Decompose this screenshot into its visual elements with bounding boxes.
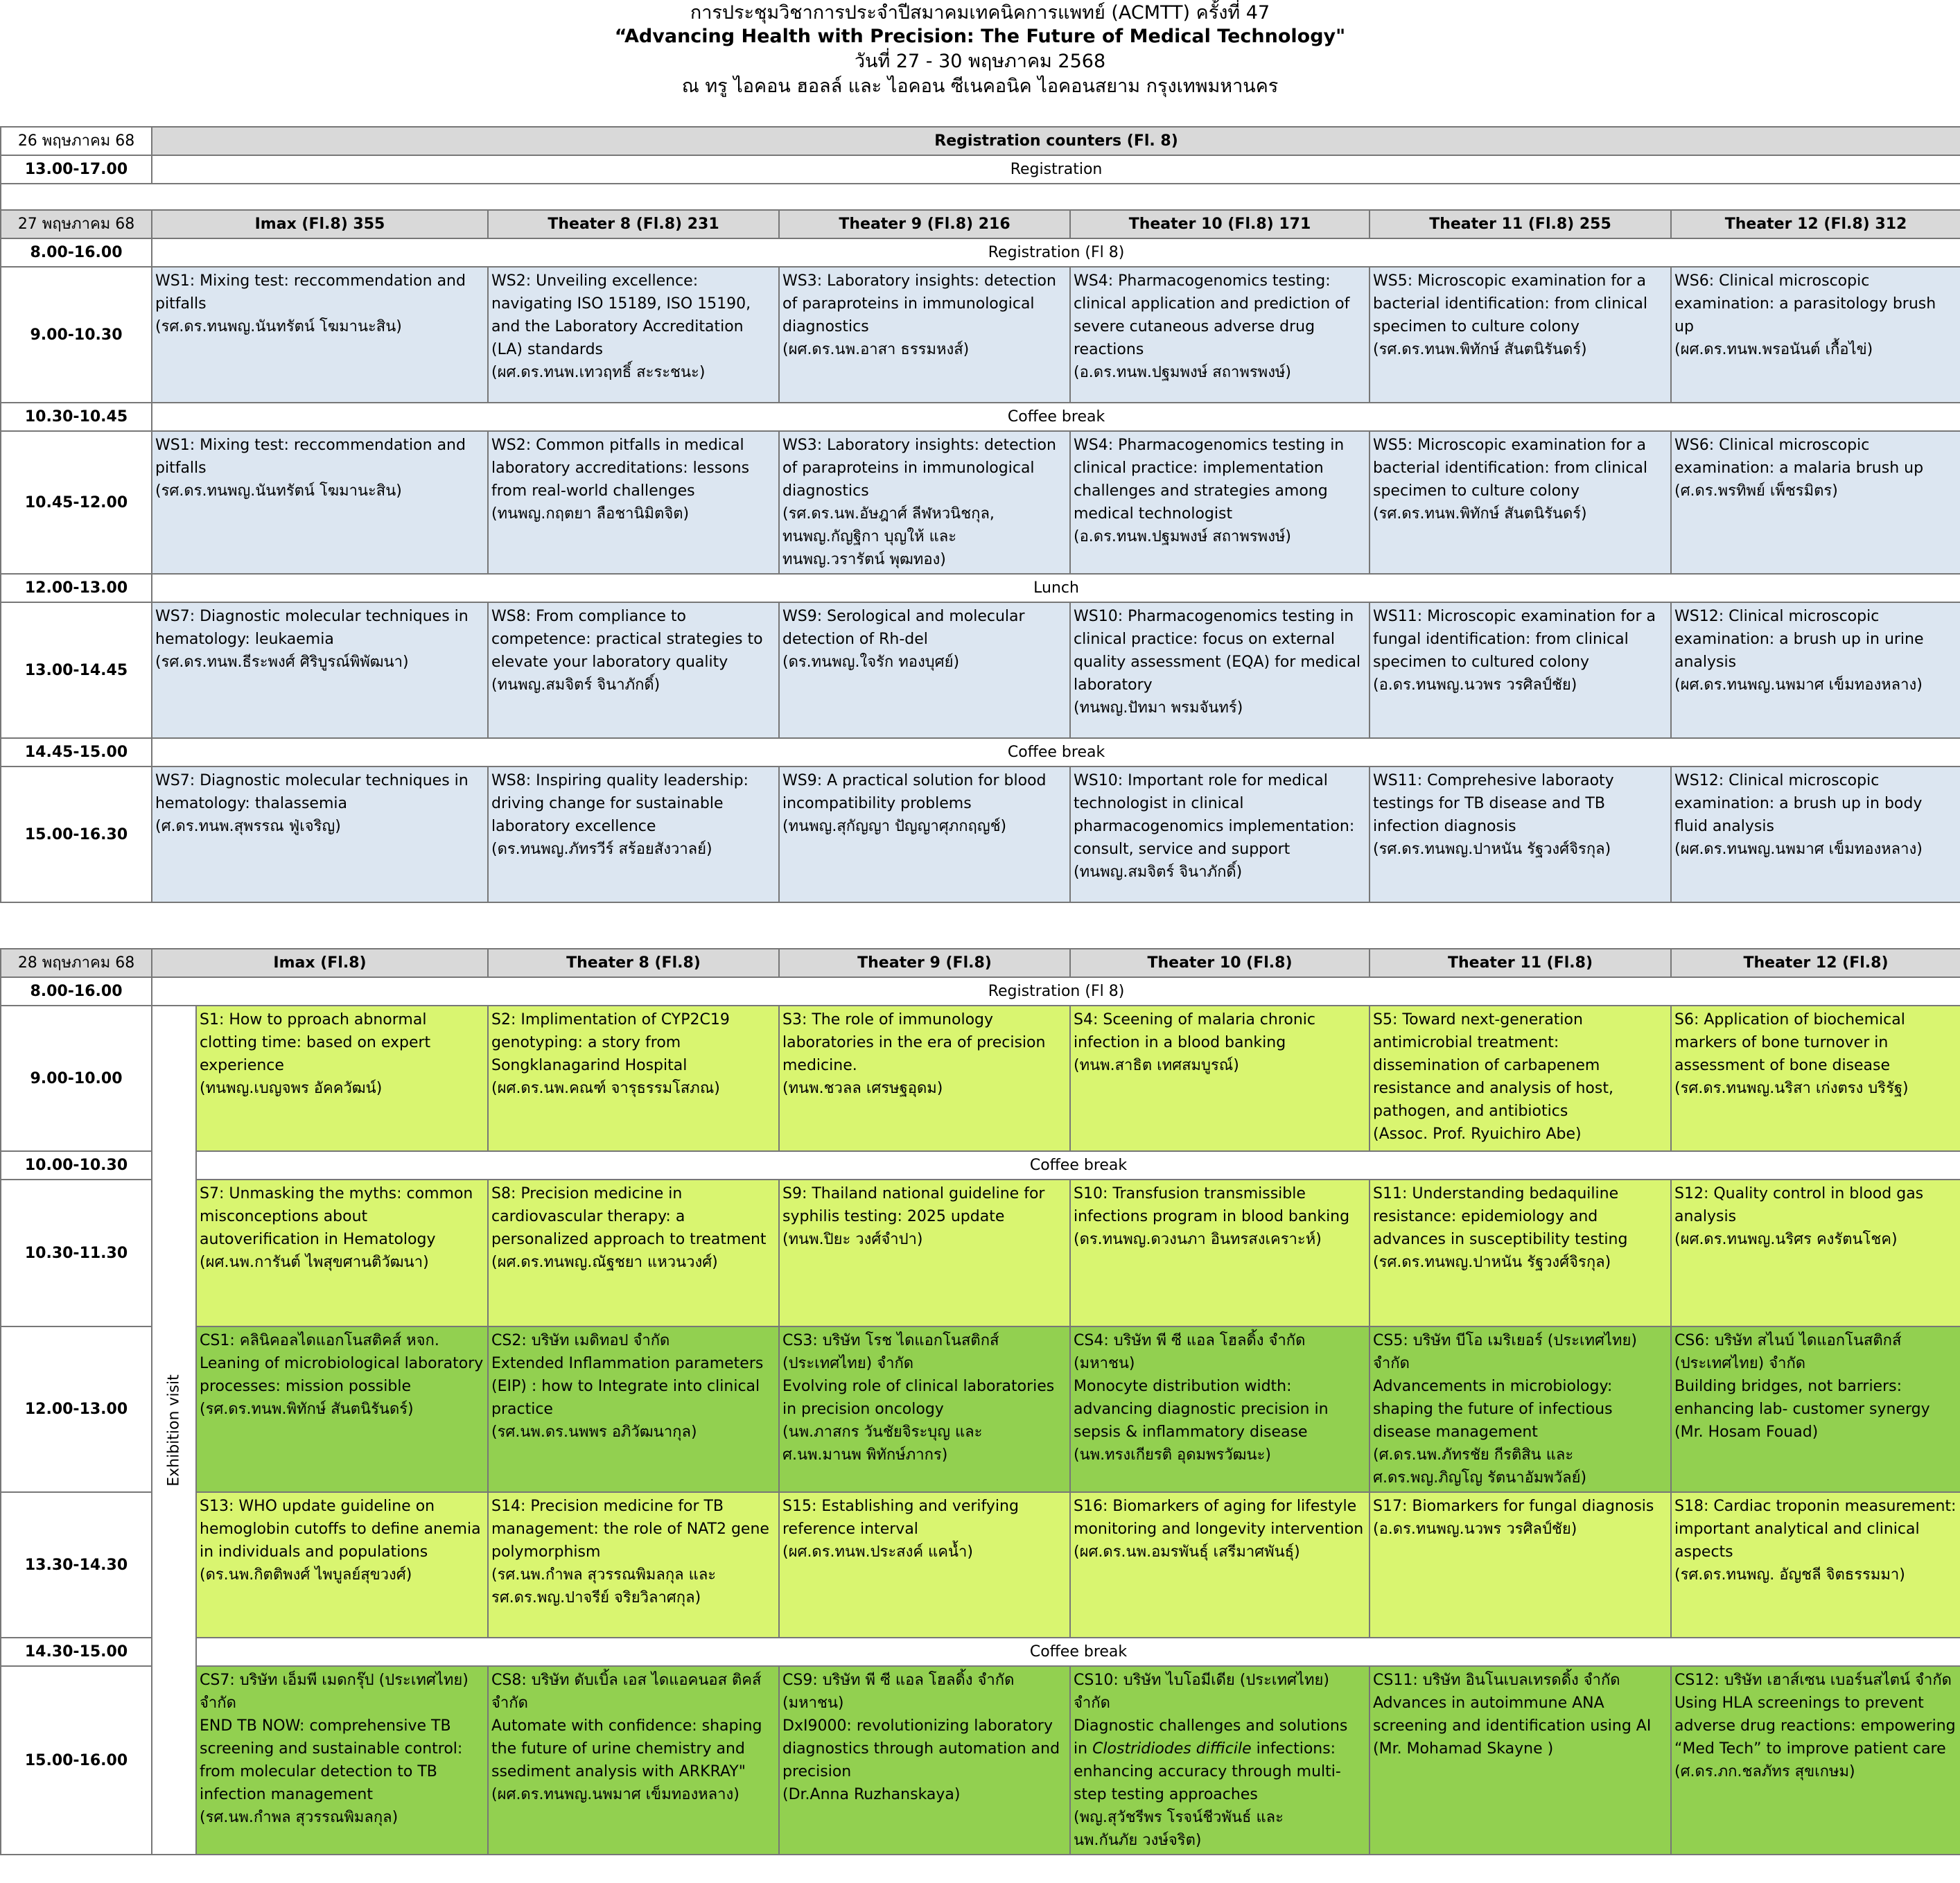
session-text: CS8: บริษัท ดับเบิ้ล เอส ไดแอคนอส ติคส์ จำกัด Automate with confidence: shaping the future of urine chemistry and ssediment analysis with ARKRAY" (ผศ.ดร.ทนพญ.นพมาศ เข็มทองหลาง)	[491, 1672, 762, 1803]
time-cell: 12.00-13.00	[1, 1326, 152, 1492]
time-cell: 9.00-10.00	[1, 1006, 152, 1151]
session-s13	[196, 1492, 488, 1638]
session-text: WS11: Comprehesive laboraoty testings for TB disease and TB infection diagnosis (รศ.ดร.ทนพญ.ปาหนัน รัฐวงศ์จิรกุล)	[1373, 772, 1614, 858]
session-cs3	[779, 1326, 1070, 1492]
header-line-4: ณ ทรู ไอคอน ฮอลล์ และ ไอคอน ซีเนคอนิค ไอคอนสยาม กรุงเทพมหานคร	[681, 76, 1279, 97]
venue-theater-11: Theater 11 (Fl.8)	[1370, 949, 1671, 977]
exhibition-visit-label: Exhibition visit	[165, 1374, 183, 1487]
day27-lunch	[1, 574, 1960, 602]
registration-text: Registration	[152, 155, 1960, 184]
break-text: Coffee break	[196, 1151, 1960, 1180]
session-s8	[488, 1180, 779, 1326]
lunch-text: Lunch	[152, 574, 1960, 602]
session-ws11-a	[1370, 602, 1671, 738]
session-cs4	[1070, 1326, 1370, 1492]
session-s6	[1671, 1006, 1960, 1151]
day27-slot-2	[1, 431, 1960, 574]
session-text: S6: Application of biochemical markers of bone turnover in assessment of bone disease (รศ.ดร.ทนพญ.นริสา เก่งตรง บริรัฐ)	[1674, 1011, 1909, 1097]
session-text: S5: Toward next-generation antimicrobial treatment: dissemination of carbapenem resistance and analysis of host, pathogen, and antibiotics (Assoc. Prof. Ryuichiro Abe)	[1373, 1011, 1613, 1143]
session-ws2-b	[488, 431, 779, 574]
session-title	[1074, 1715, 1366, 1806]
session-cs9	[779, 1666, 1070, 1855]
venue-imax: Imax (Fl.8)	[152, 949, 488, 977]
time-cell: 10.30-11.30	[1, 1180, 152, 1326]
session-ws10-a	[1070, 602, 1370, 738]
session-text: WS11: Microscopic examination for a fungal identification: from clinical specimen to cultured colony (อ.ดร.ทนพญ.นวพร วรศิลป์ชัย)	[1373, 608, 1656, 694]
session-text: WS5: Microscopic examination for a bacterial identification: from clinical specimen to culture colony (รศ.ดร.ทนพ.พิทักษ์ สันตนิรันดร์)	[1373, 437, 1647, 523]
day27-break-2	[1, 738, 1960, 767]
session-title-italic: Clostridiodes difficile	[1092, 1740, 1252, 1758]
session-text: S18: Cardiac troponin measurement: important analytical and clinical aspects (รศ.ดร.ทนพญ. อัญชลี จิตธรรมมา)	[1674, 1498, 1957, 1584]
day28-venue-row	[1, 949, 1960, 977]
session-ws2-a	[488, 267, 779, 403]
time-cell: 10.00-10.30	[1, 1151, 152, 1180]
break-text: Coffee break	[196, 1638, 1960, 1666]
session-text: WS4: Pharmacogenomics testing: clinical application and prediction of severe cutaneous adverse drug reactions (อ.ดร.ทนพ.ปฐมพงษ์ สถาพรพงษ์)	[1074, 272, 1350, 381]
session-title-pre: Diagnostic challenges and solutions in	[1074, 1717, 1348, 1758]
session-ws12-a	[1671, 602, 1960, 738]
session-text: S10: Transfusion transmissible infections program in blood banking (ดร.ทนพญ.ดวงนภา อินทรสงเคราะห์)	[1074, 1185, 1350, 1248]
session-company: CS10: บริษัท ไบโอมีเดีย (ประเทศไทย) จำกัด	[1074, 1672, 1329, 1712]
time-cell: 12.00-13.00	[1, 574, 152, 602]
session-ws8-a	[488, 602, 779, 738]
venue-theater-9: Theater 9 (Fl.8) 216	[779, 210, 1070, 238]
session-text: S16: Biomarkers of aging for lifestyle monitoring and longevity intervention (ผศ.ดร.นพ.อมรพันธุ์ เสรีมาศพันธุ์)	[1074, 1498, 1364, 1561]
session-s5	[1370, 1006, 1671, 1151]
time-cell: 14.45-15.00	[1, 738, 152, 767]
session-ws6-a	[1671, 267, 1960, 403]
session-s2	[488, 1006, 779, 1151]
session-cs10	[1070, 1666, 1370, 1855]
session-text: CS1: คลินิคอลไดแอกโนสติคส์ หจก. Leaning of microbiological laboratory processes: mission possible (รศ.ดร.ทนพ.พิทักษ์ สันตนิรันดร์)	[200, 1332, 484, 1418]
session-ws3-b	[779, 431, 1070, 574]
session-text: CS9: บริษัท พี ซี แอล โฮลดิ้ง จำกัด (มหาชน) DxI9000: revolutionizing laboratory diagnostics through automation and precision (Dr.Anna Ruzhanskaya)	[782, 1672, 1060, 1803]
session-text: WS6: Clinical microscopic examination: a parasitology brush up (ผศ.ดร.ทนพ.พรอนันต์ เกื้อไข่)	[1674, 272, 1936, 358]
session-text: CS11: บริษัท อินโนเบลเทรดดิ้ง จำกัด Advances in autoimmune ANA screening and identification using AI (Mr. Mohamad Skayne )	[1373, 1672, 1652, 1758]
break-text: Coffee break	[152, 403, 1960, 431]
day28-registration-row	[1, 977, 1960, 1006]
session-text: WS9: A practical solution for blood incompatibility problems (ทนพญ.สุกัญญา ปัญญาศุภกฤญช์)	[782, 772, 1047, 835]
session-ws9-a	[779, 602, 1070, 738]
session-text: WS1: Mixing test: reccommendation and pitfalls (รศ.ดร.ทนพญ.นันทรัตน์ โฆมานะสิน)	[155, 437, 466, 500]
session-ws4-b	[1070, 431, 1370, 574]
session-s14	[488, 1492, 779, 1638]
day28-date: 28 พฤษภาคม 68	[1, 949, 152, 977]
spacer-cell	[1, 184, 1960, 210]
session-ws12-b	[1671, 767, 1960, 902]
day27-break-1	[1, 403, 1960, 431]
session-text: S9: Thailand national guideline for syphilis testing: 2025 update (ทนพ.ปิยะ วงศ์จำปา)	[782, 1185, 1045, 1248]
session-text: S12: Quality control in blood gas analysis (ผศ.ดร.ทนพญ.นริศร คงรัตนโชค)	[1674, 1185, 1924, 1248]
session-ws5-b	[1370, 431, 1671, 574]
session-s12	[1671, 1180, 1960, 1326]
time-cell: 13.00-14.45	[1, 602, 152, 738]
time-cell: 13.00-17.00	[1, 155, 152, 184]
session-text: CS2: บริษัท เมดิทอป จำกัด Extended Inflammation parameters (EIP) : how to Integrate into clinical practice (รศ.นพ.ดร.นพพร อภิวัฒนากุล)	[491, 1332, 764, 1441]
session-text: CS5: บริษัท บีโอ เมริเยอร์ (ประเทศไทย) จำกัด Advancements in microbiology: shaping the future of infectious disease management (ศ.ดร.นพ.ภัทรชัย กีรติสิน และ ศ.ดร.พญ.ภิญโญ รัตนาอัมพวัลย์)	[1373, 1332, 1637, 1487]
session-text: S8: Precision medicine in cardiovascular therapy: a personalized approach to treatment (ผศ.ดร.ทนพญ.ณัฐชยา แหวนวงศ์)	[491, 1185, 767, 1271]
session-ws8-b	[488, 767, 779, 902]
session-text: CS6: บริษัท สไนบ์ ไดแอกโนสติกส์ (ประเทศไทย) จำกัด Building bridges, not barriers: enhancing lab- customer synergy (Mr. Hosam Fouad)	[1674, 1332, 1930, 1441]
session-s15	[779, 1492, 1070, 1638]
day27-slot-1	[1, 267, 1960, 403]
venue-theater-8: Theater 8 (Fl.8)	[488, 949, 779, 977]
venue-theater-12: Theater 12 (Fl.8)	[1671, 949, 1960, 977]
session-text: WS12: Clinical microscopic examination: a brush up in body fluid analysis (ผศ.ดร.ทนพญ.นพมาศ เข็มทองหลาง)	[1674, 772, 1923, 858]
session-text: S2: Implimentation of CYP2C19 genotyping: a story from Songklanagarind Hospital (ผศ.ดร.นพ.คณฑ์ จารุธรรมโสภณ)	[491, 1011, 730, 1097]
venue-imax: Imax (Fl.8) 355	[152, 210, 488, 238]
session-s1	[196, 1006, 488, 1151]
exhibition-visit-column	[152, 1006, 196, 1855]
session-cs6	[1671, 1326, 1960, 1492]
session-ws6-b	[1671, 431, 1960, 574]
session-text: WS4: Pharmacogenomics testing in clinical practice: implementation challenges and strategies among medical technologist (อ.ดร.ทนพ.ปฐมพงษ์ สถาพรพงษ์)	[1074, 437, 1345, 545]
day27-registration-row	[1, 238, 1960, 267]
time-cell: 9.00-10.30	[1, 267, 152, 403]
session-speaker: (พญ.สุวัชรีพร โรจน์ชีวพันธ์ และ นพ.กันภัย วงษ์จริต)	[1074, 1809, 1284, 1849]
session-title-post: infections: enhancing accuracy through multi-step testing approaches	[1074, 1740, 1341, 1803]
day28-break-2	[1, 1638, 1960, 1666]
session-ws7-a	[152, 602, 488, 738]
time-cell: 8.00-16.00	[1, 238, 152, 267]
session-text: WS10: Pharmacogenomics testing in clinical practice: focus on external quality assessment (EQA) for medical laboratory (ทนพญ.ปัทมา พรมจันทร์)	[1074, 608, 1361, 717]
time-cell: 10.30-10.45	[1, 403, 152, 431]
session-text: S17: Biomarkers for fungal diagnosis (อ.ดร.ทนพญ.นวพร วรศิลป์ชัย)	[1373, 1498, 1654, 1538]
session-text: WS6: Clinical microscopic examination: a malaria brush up (ศ.ดร.พรทิพย์ เพ็ชรมิตร)	[1674, 437, 1924, 500]
registration-text: Registration (Fl 8)	[152, 238, 1960, 267]
day27-slot-4	[1, 767, 1960, 902]
session-ws1-a	[152, 267, 488, 403]
session-text: WS2: Unveiling excellence: navigating ISO 15189, ISO 15190, and the Laboratory Accreditation (LA) standards (ผศ.ดร.ทนพ.เทวฤทธิ์ สะระชนะ)	[491, 272, 751, 381]
day28-break-1	[1, 1151, 1960, 1180]
session-text: WS3: Laboratory insights: detection of paraproteins in immunological diagnostics (ผศ.ดร.นพ.อาสา ธรรมหงส์)	[782, 272, 1056, 358]
schedule-table-day28	[0, 948, 1960, 1855]
session-cs7	[196, 1666, 488, 1855]
day26-header-row	[1, 127, 1960, 155]
header-line-3: วันที่ 27 - 30 พฤษภาคม 2568	[854, 51, 1106, 72]
day27-venue-row	[1, 210, 1960, 238]
session-text: S7: Unmasking the myths: common misconceptions about autoverification in Hematology (ผศ.นพ.การันต์ ไพสุขศานติวัฒนา)	[200, 1185, 473, 1271]
venue-theater-10: Theater 10 (Fl.8) 171	[1070, 210, 1370, 238]
day26-registration-row	[1, 155, 1960, 184]
session-cs8	[488, 1666, 779, 1855]
session-s11	[1370, 1180, 1671, 1326]
session-text: WS10: Important role for medical technologist in clinical pharmacogenomics implementation: consult, service and support (ทนพญ.สมจิตร์ จินาภักดิ์)	[1074, 772, 1355, 881]
day28-slot-4	[1, 1492, 1960, 1638]
time-cell: 14.30-15.00	[1, 1638, 152, 1666]
session-text: CS12: บริษัท เฮาส์เซน เบอร์นสไตน์ จำกัด Using HLA screenings to prevent adverse drug reactions: empowering “Med Tech” to improve patient care (ศ.ดร.ภก.ชลภัทร สุขเกษม)	[1674, 1672, 1956, 1780]
time-cell: 15.00-16.30	[1, 767, 152, 902]
session-s3	[779, 1006, 1070, 1151]
session-cs2	[488, 1326, 779, 1492]
session-ws4-a	[1070, 267, 1370, 403]
venue-theater-11: Theater 11 (Fl.8) 255	[1370, 210, 1671, 238]
break-text: Coffee break	[152, 738, 1960, 767]
session-text: S14: Precision medicine for TB management: the role of NAT2 gene polymorphism (รศ.นพ.กำพล สุวรรณพิมลกุล และ รศ.ดร.พญ.ปาจรีย์ จริยวิลาศกุล)	[491, 1498, 769, 1606]
session-s7	[196, 1180, 488, 1326]
session-ws3-a	[779, 267, 1070, 403]
session-text: WS12: Clinical microscopic examination: a brush up in urine analysis (ผศ.ดร.ทนพญ.นพมาศ เข็มทองหลาง)	[1674, 608, 1924, 694]
session-ws1-b	[152, 431, 488, 574]
session-text: CS3: บริษัท โรช ไดแอกโนสติกส์ (ประเทศไทย) จำกัด Evolving role of clinical laboratories in precision oncology (นพ.ภาสกร วันชัยจิระบุญ และ ศ.นพ.มานพ พิทักษ์ภากร)	[782, 1332, 1055, 1464]
session-cs1	[196, 1326, 488, 1492]
session-s17	[1370, 1492, 1671, 1638]
session-ws5-a	[1370, 267, 1671, 403]
session-text: WS3: Laboratory insights: detection of paraproteins in immunological diagnostics (รศ.ดร.นพ.อัษฎาศ์ ลีฬหวนิชกุล, ทนพญ.กัญฐิกา บุญให้ และ ทนพญ.วรารัตน์ พุฒทอง)	[782, 437, 1056, 568]
registration-text: Registration (Fl 8)	[152, 977, 1960, 1006]
header-line-1: การประชุมวิชาการประจำปีสมาคมเทคนิคการแพทย์ (ACMTT) ครั้งที่ 47	[690, 2, 1270, 24]
session-text: WS5: Microscopic examination for a bacterial identification: from clinical specimen to culture colony (รศ.ดร.ทนพ.พิทักษ์ สันตนิรันดร์)	[1373, 272, 1647, 358]
session-text: S4: Sceening of malaria chronic infection in a blood banking (ทนพ.สาธิต เทศสมบูรณ์)	[1074, 1011, 1316, 1074]
venue-theater-8: Theater 8 (Fl.8) 231	[488, 210, 779, 238]
session-text: WS9: Serological and molecular detection of Rh-del (ดร.ทนพญ.ใจรัก ทองบุศย์)	[782, 608, 1025, 671]
venue-theater-10: Theater 10 (Fl.8)	[1070, 949, 1370, 977]
session-text: WS7: Diagnostic molecular techniques in hematology: leukaemia (รศ.ดร.ทนพ.ธีระพงศ์ ศิริบูรณ์พิพัฒนา)	[155, 608, 469, 671]
session-s16	[1070, 1492, 1370, 1638]
time-cell: 15.00-16.00	[1, 1666, 152, 1855]
day28-slot-3	[1, 1326, 1960, 1492]
session-s18	[1671, 1492, 1960, 1638]
session-text: S1: How to pproach abnormal clotting time: based on expert experience (ทนพญ.เบญจพร อัคควัฒน์)	[200, 1011, 431, 1097]
session-text: WS1: Mixing test: reccommendation and pitfalls (รศ.ดร.ทนพญ.นันทรัตน์ โฆมานะสิน)	[155, 272, 466, 335]
day28-slot-5	[1, 1666, 1960, 1855]
session-text: WS8: From compliance to competence: practical strategies to elevate your laboratory quality (ทนพญ.สมจิตร์ จินาภักดิ์)	[491, 608, 763, 694]
time-cell: 8.00-16.00	[1, 977, 152, 1006]
venue-theater-9: Theater 9 (Fl.8)	[779, 949, 1070, 977]
session-s10	[1070, 1180, 1370, 1326]
venue-theater-12: Theater 12 (Fl.8) 312	[1671, 210, 1960, 238]
day28-slot-1	[1, 1006, 1960, 1151]
session-ws7-b	[152, 767, 488, 902]
spacer-row	[1, 184, 1960, 210]
day27-date: 27 พฤษภาคม 68	[1, 210, 152, 238]
session-s9	[779, 1180, 1070, 1326]
session-text: WS7: Diagnostic molecular techniques in hematology: thalassemia (ศ.ดร.ทนพ.สุพรรณ ฟู่เจริญ)	[155, 772, 469, 835]
session-text: S13: WHO update guideline on hemoglobin cutoffs to define anemia in individuals and populations (ดร.นพ.กิตติพงศ์ ไพบูลย์สุขวงศ์)	[200, 1498, 481, 1584]
session-cs5	[1370, 1326, 1671, 1492]
session-text: S11: Understanding bedaquiline resistance: epidemiology and advances in susceptibility testing (รศ.ดร.ทนพญ.ปาหนัน รัฐวงศ์จิรกุล)	[1373, 1185, 1628, 1271]
session-text: S3: The role of immunology laboratories in the era of precision medicine. (ทนพ.ชวลล เศรษฐอุดม)	[782, 1011, 1046, 1097]
session-text: S15: Establishing and verifying reference interval (ผศ.ดร.ทนพ.ประสงค์ แคน้ำ)	[782, 1498, 1019, 1561]
session-ws11-b	[1370, 767, 1671, 902]
day26-banner: Registration counters (Fl. 8)	[152, 127, 1960, 155]
session-ws9-b	[779, 767, 1070, 902]
session-text: WS8: Inspiring quality leadership: driving change for sustainable laboratory excellence (ดร.ทนพญ.ภัทรวีร์ สร้อยสังวาลย์)	[491, 772, 749, 858]
session-ws10-b	[1070, 767, 1370, 902]
time-cell: 10.45-12.00	[1, 431, 152, 574]
session-cs11	[1370, 1666, 1671, 1855]
session-text: WS2: Common pitfalls in medical laboratory accreditations: lessons from real-world challenges (ทนพญ.กฤตยา ลือชานิมิตจิต)	[491, 437, 750, 523]
header-line-2: “Advancing Health with Precision: The Future of Medical Technology"	[614, 26, 1346, 47]
day28-slot-2	[1, 1180, 1960, 1326]
session-text: CS7: บริษัท เอ็มพี เมดกรุ๊ป (ประเทศไทย) จำกัด END TB NOW: comprehensive TB screening and sustainable control: from molecular detection to TB infection management (รศ.นพ.กำพล สุวรรณพิมลกุล)	[200, 1672, 469, 1826]
session-cs12	[1671, 1666, 1960, 1855]
time-cell: 13.30-14.30	[1, 1492, 152, 1638]
session-text: CS4: บริษัท พี ซี แอล โฮลดิ้ง จำกัด (มหาชน) Monocyte distribution width: advancing diagnostic precision in sepsis & inflammatory disease (นพ.ทรงเกียรติ อุดมพรวัฒนะ)	[1074, 1332, 1329, 1464]
day26-date: 26 พฤษภาคม 68	[1, 127, 152, 155]
session-s4	[1070, 1006, 1370, 1151]
schedule-table-day27	[0, 126, 1960, 903]
day27-slot-3	[1, 602, 1960, 738]
